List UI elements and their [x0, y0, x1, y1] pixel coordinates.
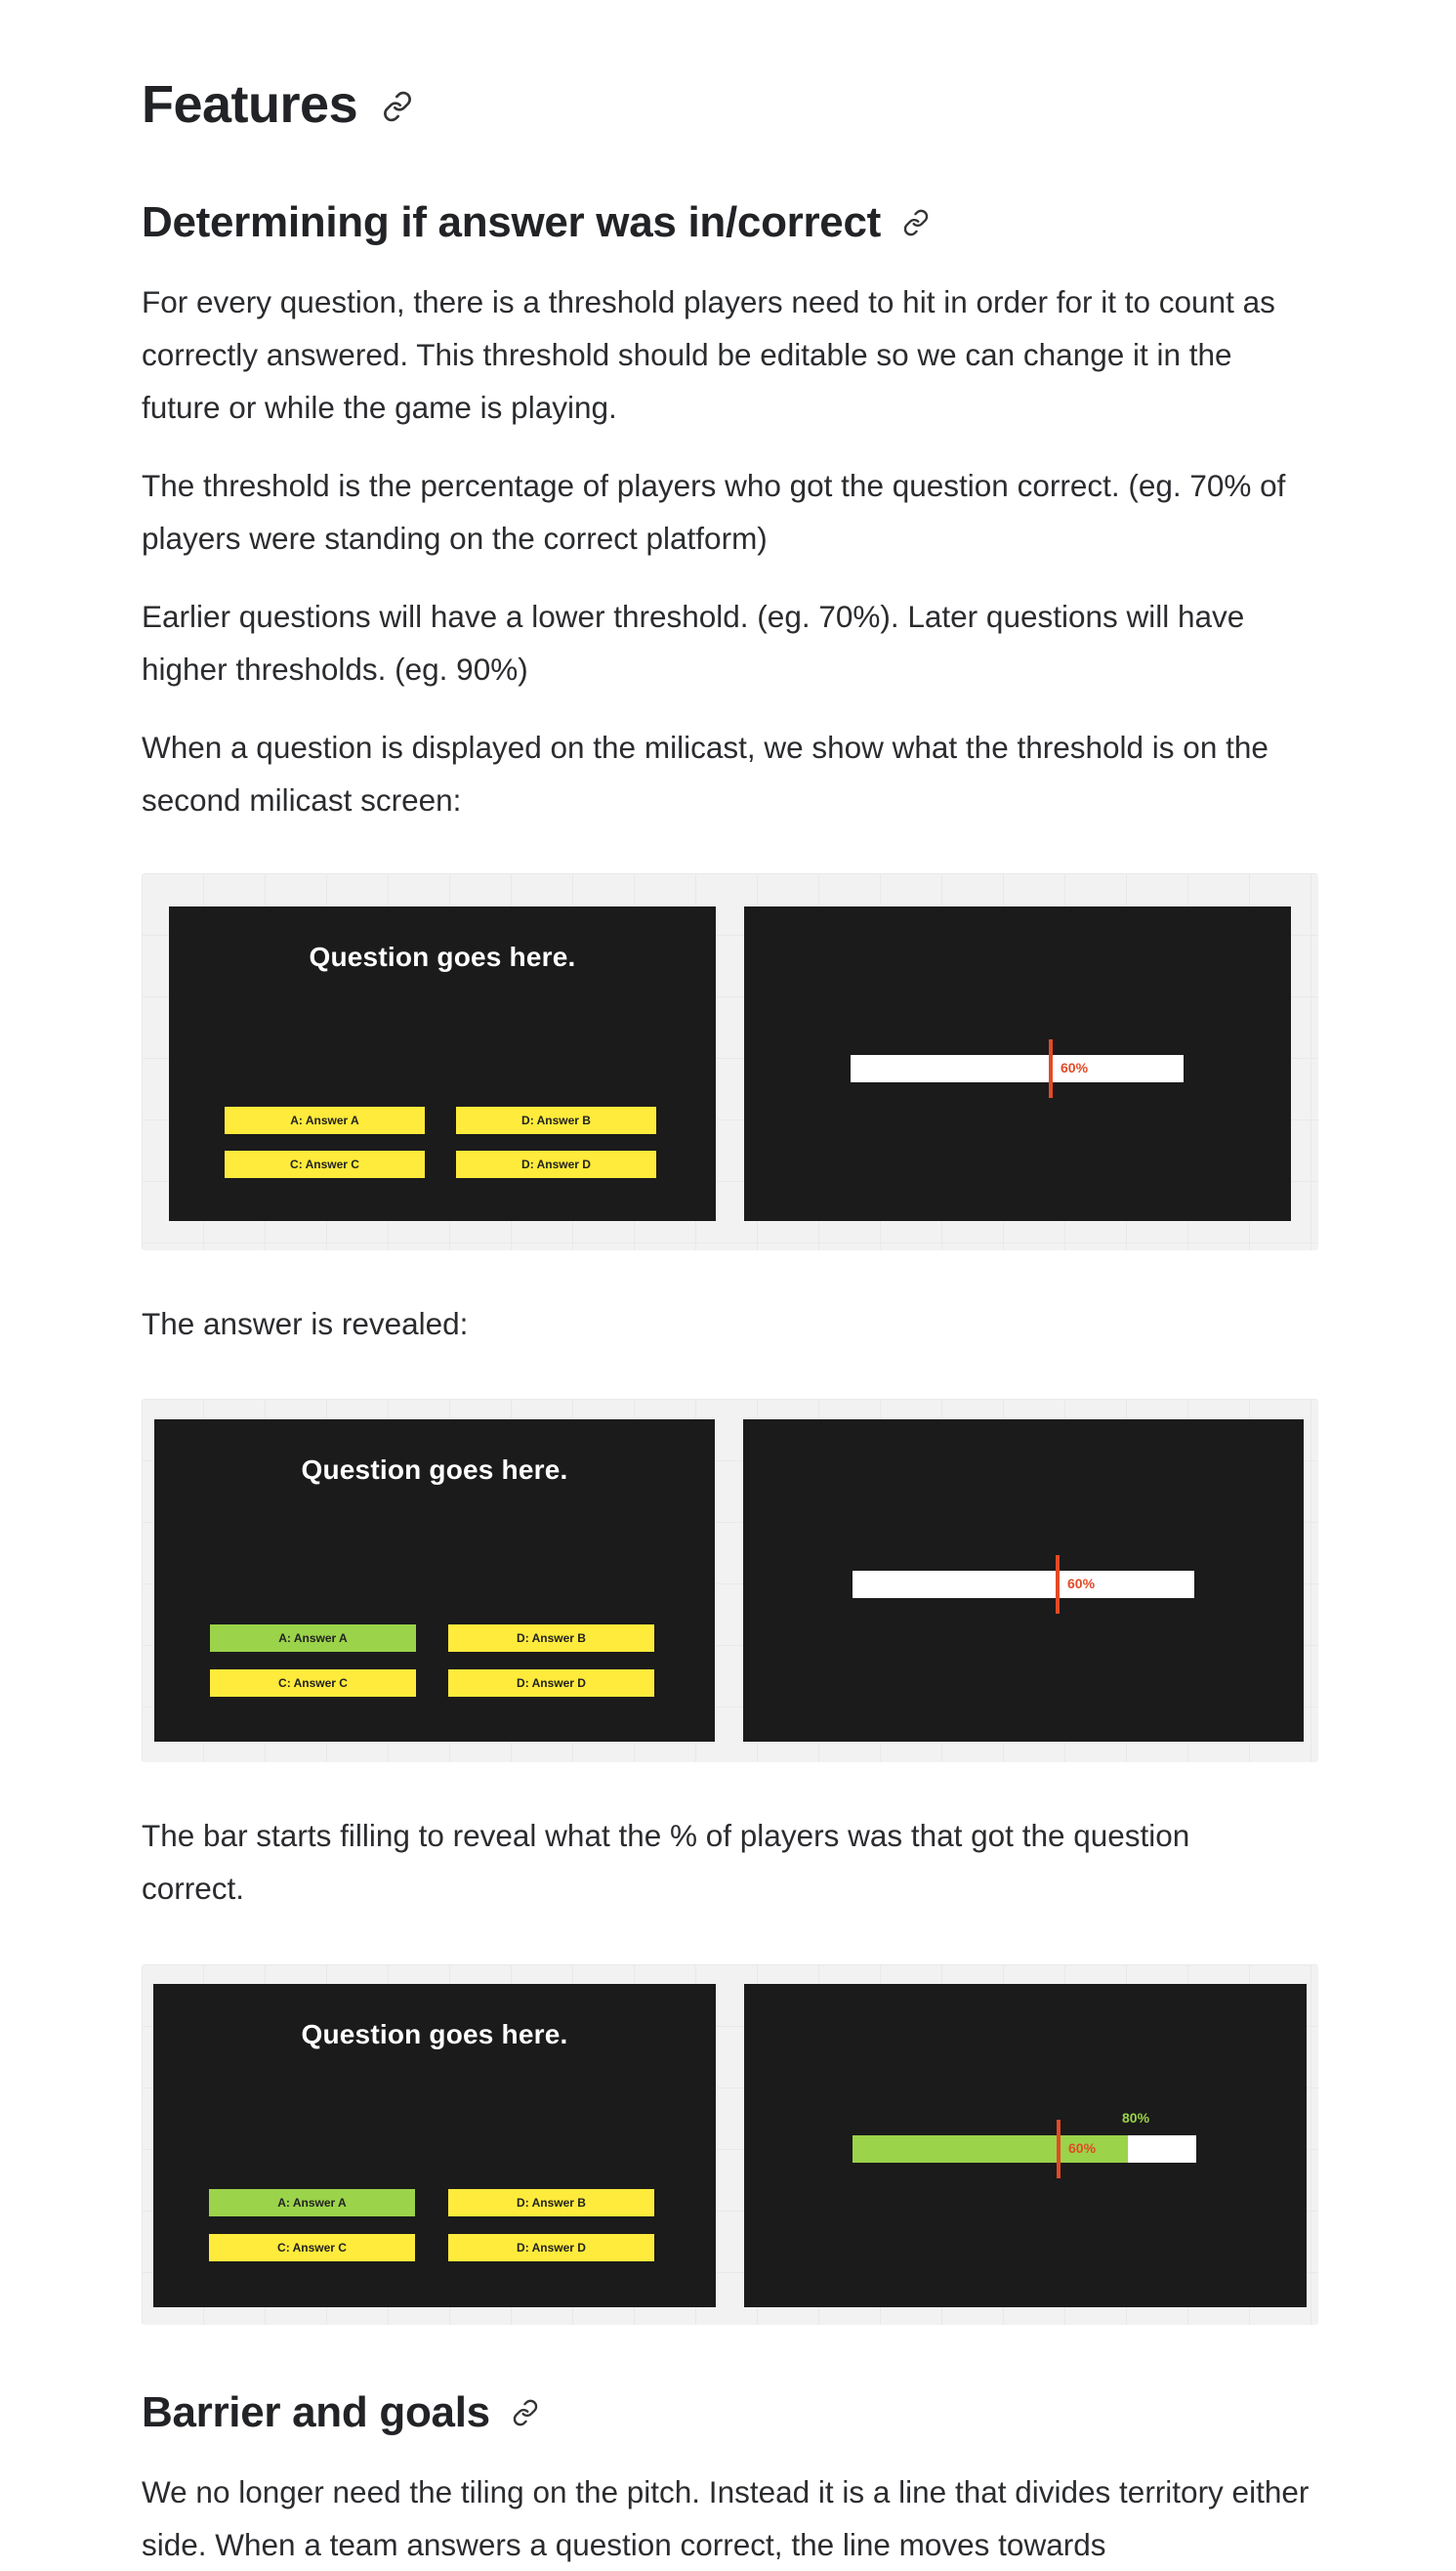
- paragraph: When a question is displayed on the milicast, we show what the threshold is on the second milicast screen:: [142, 730, 1269, 818]
- section-title: Determining if answer was in/correct: [142, 198, 881, 246]
- answer-b: D: Answer B: [448, 2189, 654, 2216]
- paragraph: The bar starts filling to reveal what the % of players was that got the question correct.: [142, 1818, 1190, 1906]
- answer-c: C: Answer C: [210, 1669, 416, 1697]
- answer-d: D: Answer D: [456, 1151, 656, 1178]
- answer-a-correct: A: Answer A: [209, 2189, 415, 2216]
- threshold-label: 60%: [1068, 2140, 1097, 2156]
- paragraph: We no longer need the tiling on the pitch. Instead it is a line that divides territory either side. When a team answers a question correct, the line moves towards: [142, 2474, 1310, 2562]
- figure-fill: [142, 1964, 1318, 2325]
- question-screen: [154, 1419, 715, 1742]
- paragraph: Earlier questions will have a lower threshold. (eg. 70%). Later questions will have higher thresholds. (eg. 90%): [142, 599, 1245, 687]
- question-text: Question goes here.: [309, 942, 576, 972]
- question-screen: [169, 906, 716, 1221]
- answer-b: D: Answer B: [448, 1624, 654, 1652]
- link-icon[interactable]: [512, 2399, 539, 2426]
- question-text: Question goes here.: [301, 2019, 568, 2049]
- paragraph: The answer is revealed:: [142, 1306, 469, 1341]
- answer-c: C: Answer C: [209, 2234, 415, 2261]
- paragraph: For every question, there is a threshold players need to hit in order for it to count as correctly answered. This threshold should be editable so we can change it in the future or while the game is playing.: [142, 284, 1275, 425]
- threshold-label: 60%: [1061, 1060, 1089, 1075]
- section-heading-answer: [142, 193, 930, 252]
- question-screen: [153, 1984, 716, 2307]
- answer-a-correct: A: Answer A: [210, 1624, 416, 1652]
- threshold-marker: [1056, 1555, 1060, 1614]
- threshold-bar: [851, 1055, 1184, 1082]
- threshold-bar: [853, 2110, 1196, 2163]
- threshold-screen: [744, 906, 1291, 1221]
- threshold-screen: [744, 1984, 1307, 2307]
- paragraph: The threshold is the percentage of players who got the question correct. (eg. 70% of players were standing on the correct platform): [142, 468, 1286, 556]
- threshold-bar: [853, 1571, 1194, 1598]
- features-title: Features: [142, 75, 358, 134]
- figure-threshold: [142, 873, 1318, 1250]
- section-title: Barrier and goals: [142, 2388, 490, 2436]
- section-heading-barrier: [142, 2383, 539, 2442]
- answer-d: D: Answer D: [448, 2234, 654, 2261]
- answer-d: D: Answer D: [448, 1669, 654, 1697]
- features-heading: [142, 70, 413, 139]
- figure-reveal: [142, 1399, 1318, 1762]
- answer-b: D: Answer B: [456, 1107, 656, 1134]
- answer-a: A: Answer A: [225, 1107, 425, 1134]
- threshold-marker: [1057, 2120, 1061, 2178]
- answer-c: C: Answer C: [225, 1151, 425, 1178]
- link-icon[interactable]: [902, 209, 930, 236]
- fill-percentage-label: 80%: [1122, 2110, 1150, 2126]
- threshold-label: 60%: [1067, 1576, 1096, 1591]
- threshold-screen: [743, 1419, 1304, 1742]
- question-text: Question goes here.: [301, 1454, 568, 1485]
- threshold-marker: [1049, 1039, 1053, 1098]
- link-icon[interactable]: [382, 91, 413, 122]
